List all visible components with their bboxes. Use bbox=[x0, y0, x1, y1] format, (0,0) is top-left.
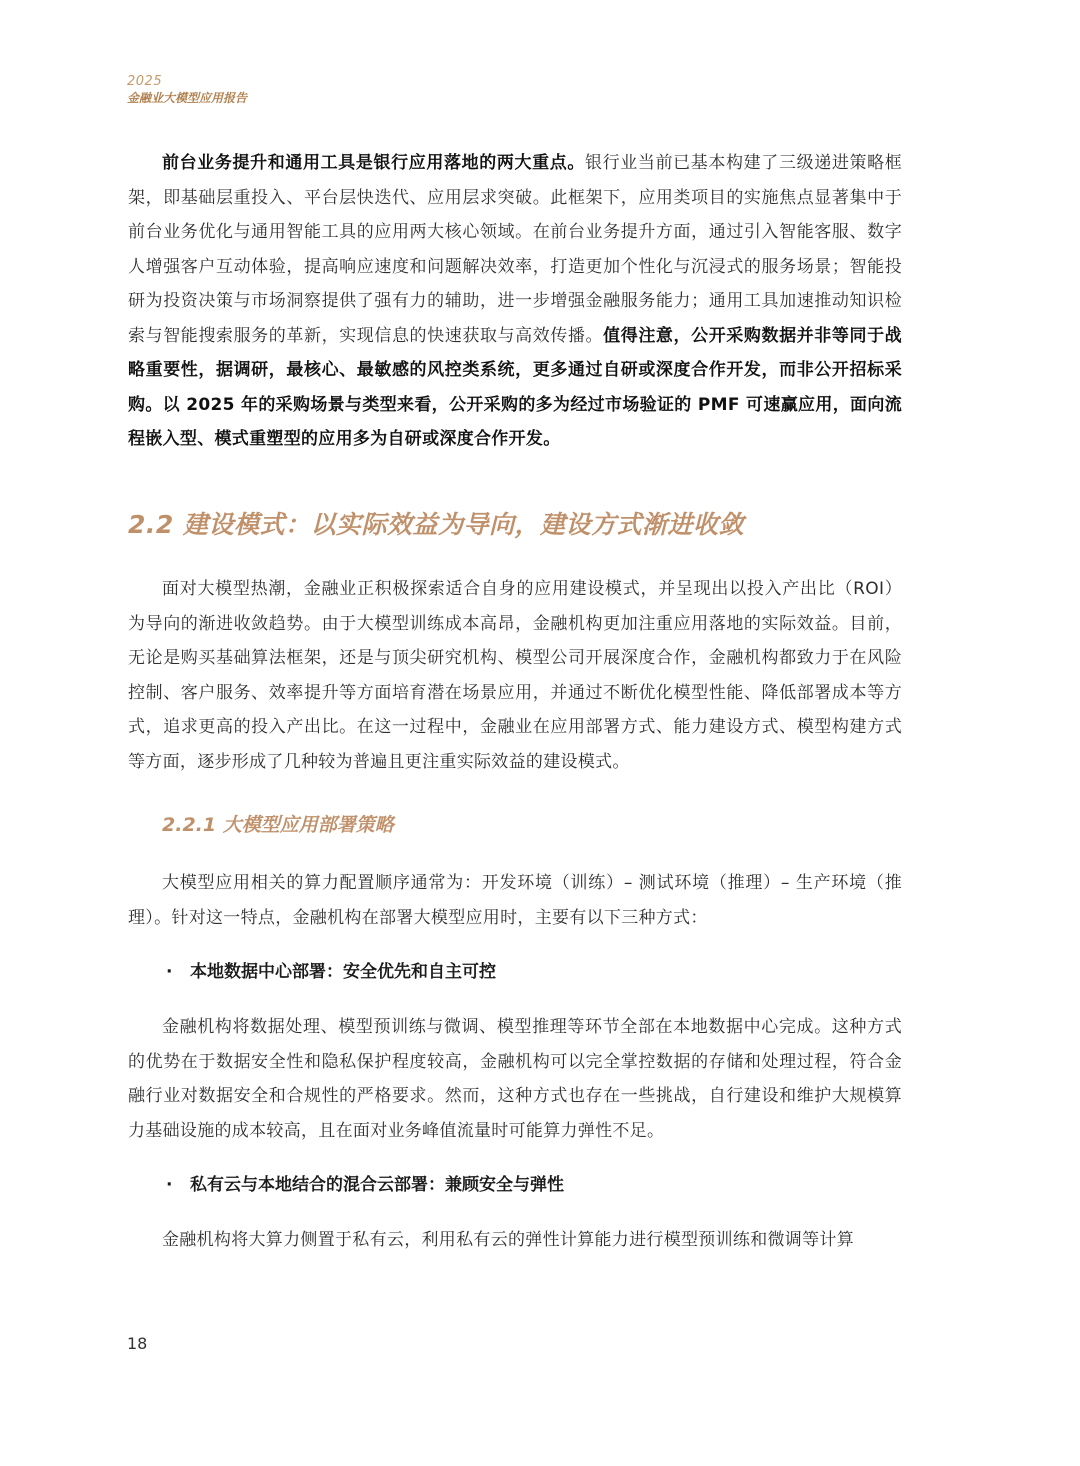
paragraph-bank-focus bbox=[128, 146, 902, 457]
highlight-bold-text: 值得注意，公开采购数据并非等同于战略重要性，据调研，最核心、最敏感的风控类系统，更多通过自研或深度合作开发，而非公开招标采购。以 2025 年的采购场景与类型来看，公开采购的多为经过市场验证的 PMF 可速赢应用，面向流程嵌入型、模式重塑型的应用多为自研或深度合作开发。 bbox=[128, 325, 902, 449]
header-year: 2025 bbox=[127, 74, 163, 89]
paragraph-body: 银行业当前已基本构建了三级递进策略框架，即基础层重投入、平台层快迭代、应用层求突破。此框架下，应用类项目的实施焦点显著集中于前台业务优化与通用智能工具的应用两大核心领域。在前台业务提升方面，通过引入智能客服、数字人增强客户互动体验，提高响应速度和问题解决效率，打造更加个性化与沉浸式的服务场景；智能投研为投资决策与市场洞察提供了强有力的辅助，进一步增强金融服务能力；通用工具加速推动知识检索与智能搜索服务的革新，实现信息的快速获取与高效传播。 bbox=[128, 153, 902, 346]
lead-bold-sentence: 前台业务提升和通用工具是银行应用落地的两大重点。 bbox=[162, 153, 586, 173]
bullet-dot: · bbox=[166, 1175, 173, 1195]
bullet-title: 本地数据中心部署：安全优先和自主可控 bbox=[190, 962, 496, 982]
paragraph-construction-mode: 面对大模型热潮，金融业正积极探索适合自身的应用建设模式，并呈现出以投入产出比（ROI）为导向的渐进收敛趋势。由于大模型训练成本高昂，金融机构更加注重应用落地的实际效益。目前，无论是购买基础算法框架，还是与顶尖研究机构、模型公司开展深度合作，金融机构都致力于在风险控制、客户服务、效率提升等方面培育潜在场景应用，并通过不断优化模型性能、降低部署成本等方式，追求更高的投入产出比。在这一过程中，金融业在应用部署方式、能力建设方式、模型构建方式等方面，逐步形成了几种较为普遍且更注重实际效益的建设模式。 bbox=[128, 579, 902, 772]
bullet-heading-hybrid-cloud bbox=[166, 1170, 564, 1200]
paragraph-deployment-intro: 大模型应用相关的算力配置顺序通常为：开发环境（训练）– 测试环境（推理）– 生产环境（推理）。针对这一特点，金融机构在部署大模型应用时，主要有以下三种方式： bbox=[128, 873, 902, 928]
bullet-title: 私有云与本地结合的混合云部署：兼顾安全与弹性 bbox=[190, 1175, 564, 1195]
header-report-title: 金融业大模型应用报告 bbox=[127, 91, 248, 105]
paragraph-hybrid-cloud: 金融机构将大算力侧置于私有云，利用私有云的弹性计算能力进行模型预训练和微调等计算 bbox=[162, 1230, 854, 1250]
section-heading-2-2: 2.2 建设模式：以实际效益为导向，建设方式渐进收敛 bbox=[128, 510, 744, 539]
bullet-heading-local-dc bbox=[166, 957, 496, 987]
bullet-dot: · bbox=[166, 962, 173, 982]
paragraph-local-dc: 金融机构将数据处理、模型预训练与微调、模型推理等环节全部在本地数据中心完成。这种方式的优势在于数据安全性和隐私保护程度较高，金融机构可以完全掌控数据的存储和处理过程，符合金融行业对数据安全和合规性的严格要求。然而，这种方式也存在一些挑战，自行建设和维护大规模算力基础设施的成本较高，且在面对业务峰值流量时可能算力弹性不足。 bbox=[128, 1017, 902, 1141]
running-header bbox=[127, 74, 247, 106]
subsection-heading-2-2-1: 2.2.1 大模型应用部署策略 bbox=[162, 814, 394, 836]
page-number: 18 bbox=[127, 1334, 148, 1353]
